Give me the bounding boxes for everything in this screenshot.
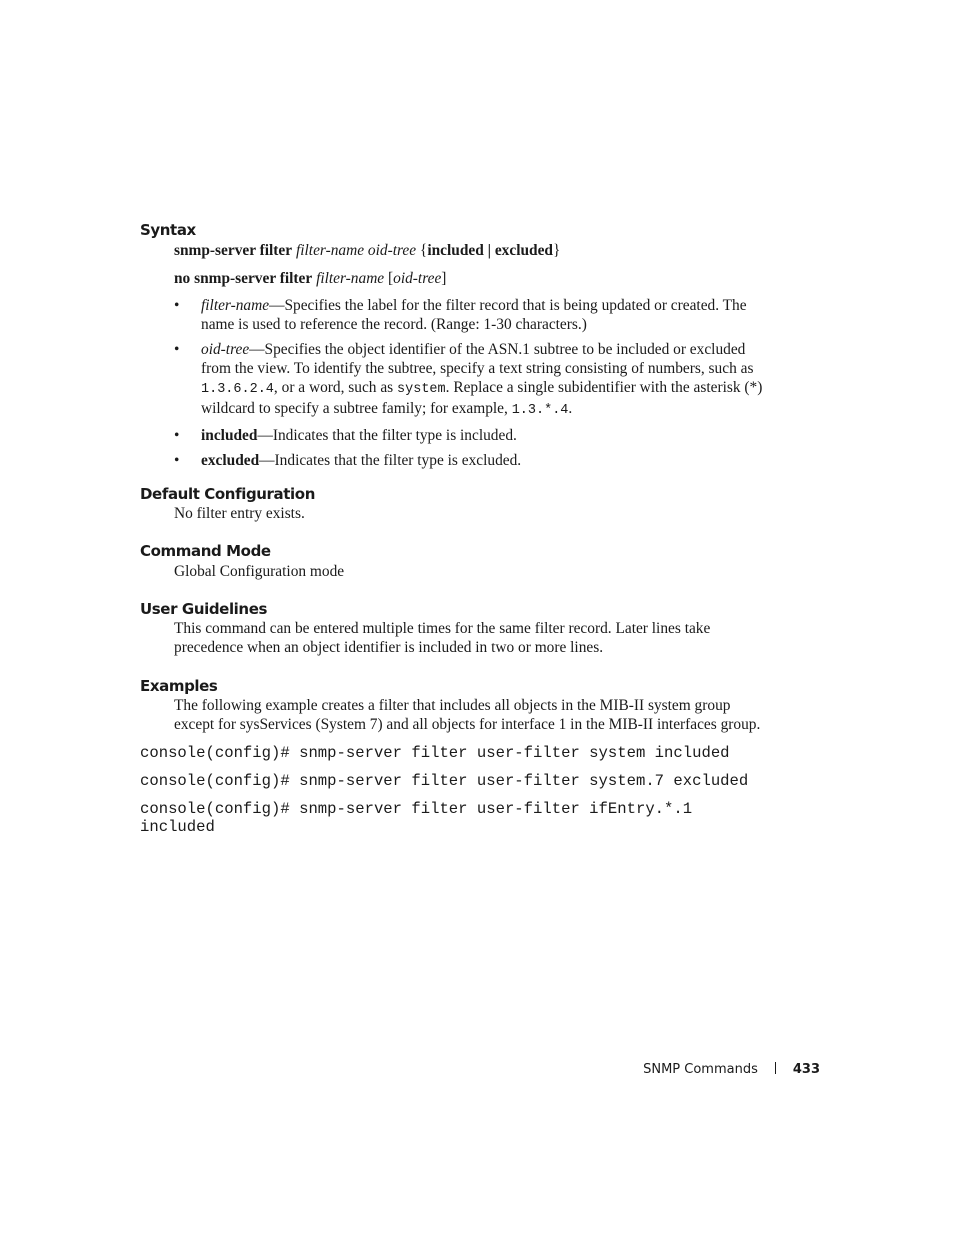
examples-heading: Examples — [140, 677, 218, 695]
footer-divider — [775, 1062, 776, 1074]
syntax-line-2 — [174, 269, 446, 288]
param-description: , or a word, such as — [273, 379, 398, 396]
list-item — [174, 451, 764, 470]
param-term: excluded — [201, 452, 260, 469]
code-example-3: console(config)# snmp-server filter user-filter ifEntry.*.1 included — [140, 800, 693, 836]
bullet-icon: • — [174, 452, 180, 469]
bullet-icon: • — [174, 427, 180, 444]
param-term: included — [201, 427, 258, 444]
examples-text: The following example creates a filter that includes all objects in the MIB-II system group except for sysServices (System 7) and all objects for interface 1 in the MIB-II interfaces group. — [174, 697, 761, 733]
list-item — [174, 340, 764, 420]
command-mode-text: Global Configuration mode — [174, 563, 345, 580]
syntax-no-arg-oid-tree: oid-tree — [393, 270, 442, 287]
list-item — [174, 426, 764, 445]
syntax-bracket-close: ] — [441, 270, 447, 287]
syntax-options: included | excluded — [427, 242, 553, 259]
syntax-brace-open: { — [419, 242, 428, 259]
parameter-list — [174, 296, 764, 476]
syntax-line-1 — [174, 241, 560, 260]
param-description: . Replace a single subidentifier with the asterisk (*) wildcard to specify a subtree family; for example, — [201, 379, 763, 417]
inline-code: 1.3.*.4 — [511, 403, 569, 418]
syntax-arg-filter-name: filter-name — [295, 242, 365, 259]
syntax-command: snmp-server filter — [174, 242, 293, 259]
inline-code: system — [397, 382, 446, 397]
param-description: —Indicates that the filter type is excluded. — [259, 452, 522, 469]
user-guidelines-heading: User Guidelines — [140, 600, 268, 618]
param-term: filter-name — [201, 297, 270, 314]
bullet-icon: • — [174, 341, 180, 358]
inline-code: 1.3.6.2.4 — [201, 382, 274, 397]
syntax-bracket-open: [ — [388, 270, 394, 287]
footer-section-title: SNMP Commands — [643, 1062, 758, 1077]
code-example-2: console(config)# snmp-server filter user-filter system.7 excluded — [140, 772, 749, 790]
syntax-brace-close: } — [553, 242, 561, 259]
param-description: . — [568, 400, 573, 417]
command-mode-heading: Command Mode — [140, 542, 271, 560]
list-item — [174, 296, 764, 334]
code-example-1: console(config)# snmp-server filter user-filter system included — [140, 744, 730, 762]
default-configuration-heading: Default Configuration — [140, 485, 315, 503]
syntax-no-command: no snmp-server filter — [174, 270, 313, 287]
default-configuration-text: No filter entry exists. — [174, 505, 305, 522]
bullet-icon: • — [174, 297, 180, 314]
syntax-heading: Syntax — [140, 221, 196, 239]
param-description: —Specifies the object identifier of the ASN.1 subtree to be included or excluded from the view. To identify the subtree, specify a text string consisting of numbers, such as — [201, 341, 754, 377]
param-description: —Specifies the label for the filter record that is being updated or created. The name is used to reference the record. (Range: 1-30 characters.) — [201, 297, 747, 333]
syntax-no-arg-filter-name: filter-name — [316, 270, 385, 287]
param-description: —Indicates that the filter type is included. — [257, 427, 517, 444]
syntax-arg-oid-tree: oid-tree — [367, 242, 417, 259]
user-guidelines-text: This command can be entered multiple times for the same filter record. Later lines take precedence when an object identifier is included in two or more lines. — [174, 620, 711, 656]
page-number: 433 — [792, 1062, 820, 1077]
page-footer — [643, 1062, 820, 1077]
param-term: oid-tree — [201, 341, 250, 358]
